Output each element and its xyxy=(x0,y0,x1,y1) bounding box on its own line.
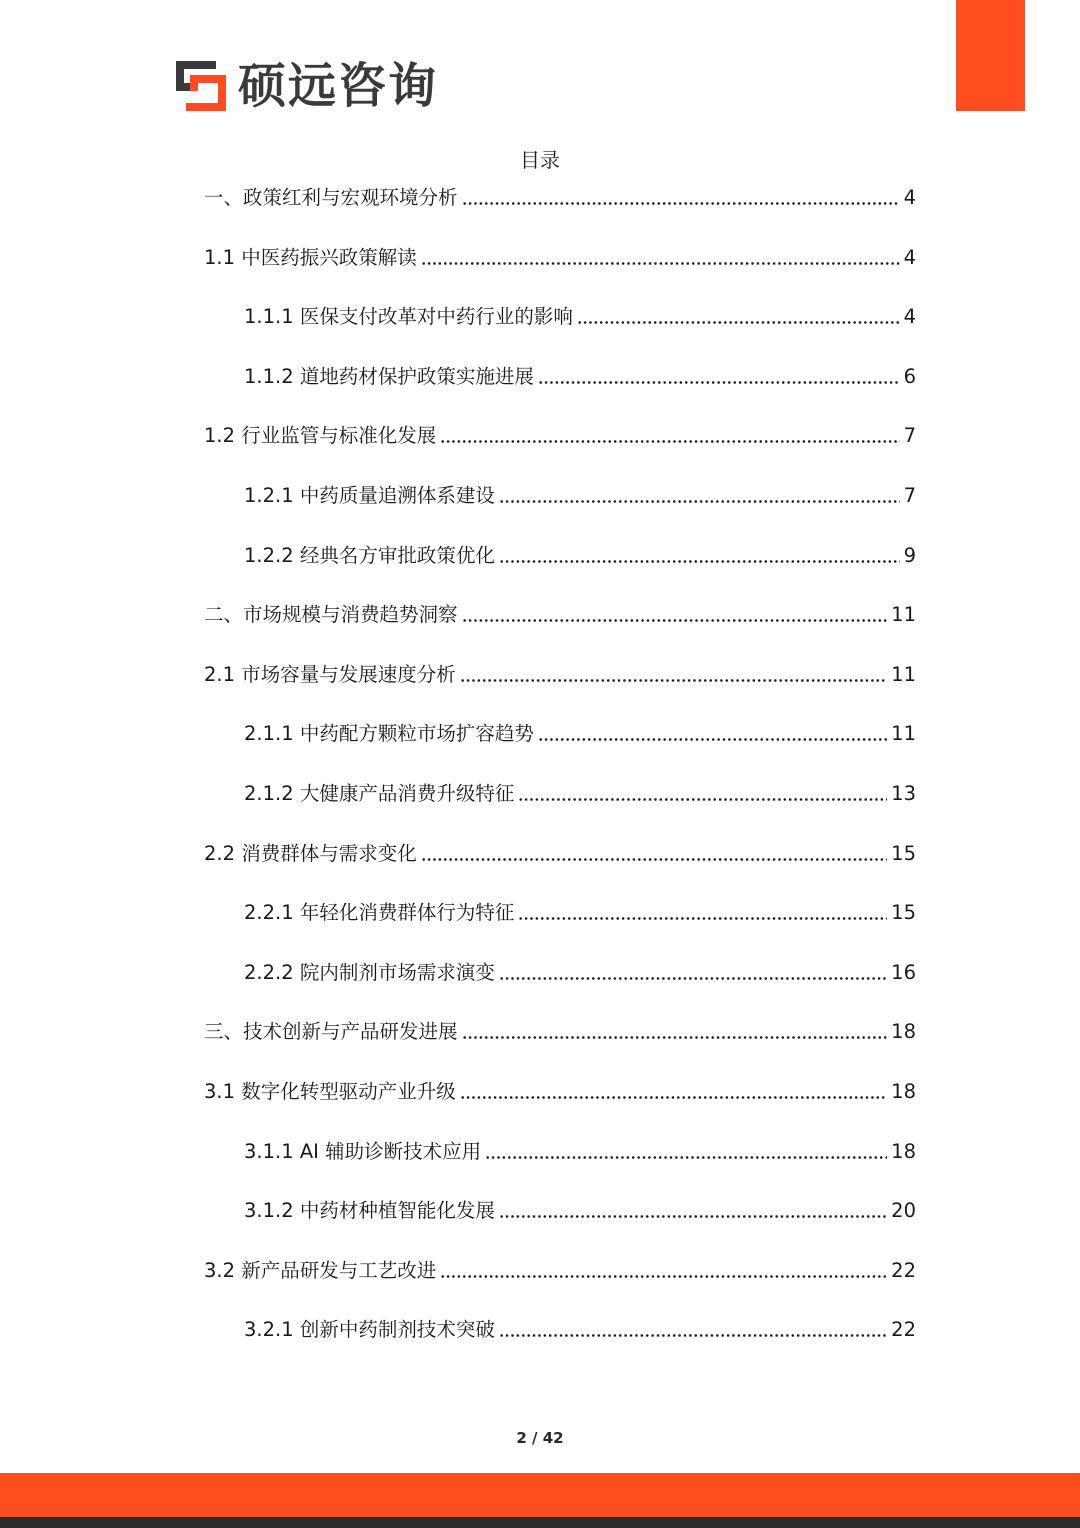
toc-entry[interactable] xyxy=(244,1137,916,1167)
toc-entry[interactable] xyxy=(244,898,916,928)
toc-entry-page: 16 xyxy=(891,960,916,984)
footer-accent-bar xyxy=(0,1473,1080,1517)
toc-dot-leader xyxy=(462,619,888,622)
toc-entry-label: 2.2.1 年轻化消费群体行为特征 xyxy=(244,901,515,925)
toc-dot-leader xyxy=(518,917,887,920)
toc-entry-page: 22 xyxy=(891,1318,916,1342)
toc-dot-leader xyxy=(462,202,900,205)
toc-dot-leader xyxy=(499,977,887,980)
toc-entry-page: 13 xyxy=(891,782,916,805)
toc-entry-label: 1.1 中医药振兴政策解读 xyxy=(204,245,417,269)
toc-entry-label: 3.1 数字化转型驱动产业升级 xyxy=(204,1080,456,1103)
toc-dot-leader xyxy=(538,738,887,741)
toc-dot-leader xyxy=(577,321,900,324)
toc-dot-leader xyxy=(499,1334,887,1337)
toc-entry-label: 3.1.2 中药材种植智能化发展 xyxy=(244,1199,495,1223)
toc-entry-page: 9 xyxy=(903,543,916,567)
toc-entry[interactable] xyxy=(244,958,916,988)
footer-dark-strip xyxy=(0,1517,1080,1528)
toc-entry[interactable] xyxy=(204,1077,916,1107)
toc-entry[interactable] xyxy=(244,362,916,392)
toc-entry-page: 20 xyxy=(891,1199,916,1223)
toc-entry-label: 1.2 行业监管与标准化发展 xyxy=(204,424,437,448)
toc-entry-page: 22 xyxy=(891,1258,916,1282)
toc-dot-leader xyxy=(440,440,899,443)
toc-entry-page: 18 xyxy=(891,1080,916,1103)
toc-dot-leader xyxy=(421,858,887,861)
toc-dot-leader xyxy=(518,798,887,801)
toc-dot-leader xyxy=(485,1156,887,1159)
toc-entry-page: 18 xyxy=(891,1139,916,1163)
toc-dot-leader xyxy=(538,381,900,384)
toc-entry-page: 4 xyxy=(903,186,916,209)
toc-entry-label: 1.2.1 中药质量追溯体系建设 xyxy=(244,484,495,507)
toc-entry[interactable] xyxy=(244,302,916,332)
toc-dot-leader xyxy=(421,262,900,265)
toc-entry[interactable] xyxy=(244,779,916,809)
toc-entry[interactable] xyxy=(204,600,916,630)
toc-entry-label: 3.2 新产品研发与工艺改进 xyxy=(204,1258,437,1282)
toc-entry-page: 18 xyxy=(891,1020,916,1044)
toc-entry-label: 1.1.2 道地药材保护政策实施进展 xyxy=(244,364,534,388)
toc-entry-label: 1.1.1 医保支付改革对中药行业的影响 xyxy=(244,305,573,329)
toc-entry[interactable] xyxy=(204,183,916,213)
toc-entry[interactable] xyxy=(204,660,916,690)
toc-entry-page: 4 xyxy=(903,305,916,329)
toc-entry-page: 11 xyxy=(891,722,916,746)
toc-entry[interactable] xyxy=(244,719,916,749)
toc-entry-page: 6 xyxy=(903,364,916,388)
toc-dot-leader xyxy=(460,679,887,682)
toc-entry-label: 2.2.2 院内制剂市场需求演变 xyxy=(244,960,495,984)
toc-entry[interactable] xyxy=(204,243,916,273)
toc-entry[interactable] xyxy=(204,421,916,451)
toc-dot-leader xyxy=(499,1215,887,1218)
toc-entry-page: 4 xyxy=(903,245,916,269)
toc-entry-label: 三、技术创新与产品研发进展 xyxy=(204,1020,458,1044)
toc-entry-label: 3.2.1 创新中药制剂技术突破 xyxy=(244,1318,495,1342)
toc-entry-page: 11 xyxy=(891,662,916,686)
toc-dot-leader xyxy=(499,500,900,503)
toc-title: 目录 xyxy=(520,148,560,172)
toc-dot-leader xyxy=(440,1275,887,1278)
toc-entry-label: 1.2.2 经典名方审批政策优化 xyxy=(244,543,495,567)
toc-entry-label: 二、市场规模与消费趋势洞察 xyxy=(204,603,458,627)
toc-entry-label: 一、政策红利与宏观环境分析 xyxy=(204,186,458,209)
toc-entry-page: 11 xyxy=(891,603,916,627)
page-indicator: 2 / 42 xyxy=(516,1429,564,1447)
toc-dot-leader xyxy=(499,560,900,563)
toc-entry[interactable] xyxy=(204,839,916,869)
toc-entry[interactable] xyxy=(244,541,916,571)
toc-entry-page: 15 xyxy=(891,841,916,865)
toc-entry-label: 2.2 消费群体与需求变化 xyxy=(204,841,417,865)
toc-dot-leader xyxy=(460,1096,887,1099)
toc-entry[interactable] xyxy=(244,1196,916,1226)
toc-entry[interactable] xyxy=(244,1315,916,1345)
toc-dot-leader xyxy=(462,1036,888,1039)
toc-entry-page: 7 xyxy=(903,424,916,448)
toc-entry-label: 2.1 市场容量与发展速度分析 xyxy=(204,662,456,686)
toc-entry-page: 15 xyxy=(891,901,916,925)
toc-entry-label: 2.1.1 中药配方颗粒市场扩容趋势 xyxy=(244,722,534,746)
toc-entry-page: 7 xyxy=(903,484,916,507)
toc-entry-label: 3.1.1 AI 辅助诊断技术应用 xyxy=(244,1139,482,1163)
brand-name: 硕远咨询 xyxy=(238,58,439,114)
toc-entry[interactable] xyxy=(244,481,916,511)
toc-entry-label: 2.1.2 大健康产品消费升级特征 xyxy=(244,782,515,805)
toc-entry[interactable] xyxy=(204,1017,916,1047)
toc-entry[interactable] xyxy=(204,1256,916,1286)
